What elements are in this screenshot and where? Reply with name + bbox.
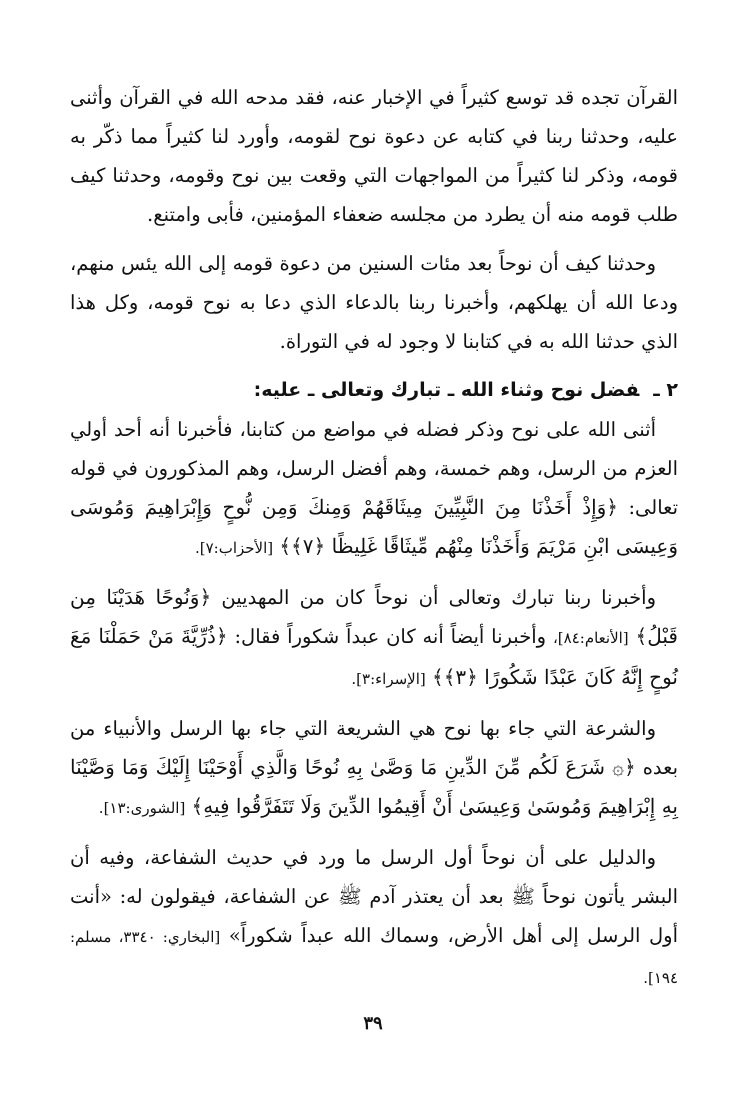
section-title: فضل نوح وثناء الله ـ تبارك وتعالى ـ عليه: [253, 379, 640, 401]
verse-reference: [الشورى:١٣]. [98, 799, 186, 817]
paragraph-5 [70, 709, 678, 828]
section-heading [70, 371, 678, 410]
quran-verse-shura: ﴿۞ شَرَعَ لَكُم مِّنَ الدِّينِ مَا وَصَّىٰ بِهِ نُوحًا وَالَّذِي أَوْحَيْنَا إِلَيْكَ وَمَا وَصَّيْنَا بِهِ إِبْرَاهِيمَ وَمُوسَىٰ وَعِيسَىٰ أَنْ أَقِيمُوا الدِّينَ وَلَا تَتَفَرَّقُوا فِيهِ﴾ [70, 755, 678, 818]
page-number: ٣٩ [363, 1013, 383, 1034]
paragraph-2: وحدثنا كيف أن نوحاً بعد مئات السنين من دعوة قومه إلى الله يئس منهم، ودعا الله أن يهلكهم، وأخبرنا ربنا بالدعاء الذي دعا به نوح قومه، وكل هذا الذي حدثنا الله به في كتابنا لا وجود له في التوراة. [70, 252, 678, 353]
verse-reference: [الأحزاب:٧]. [194, 539, 274, 557]
quran-verse-isra: ﴿ذُرِّيَّةَ مَنْ حَمَلْنَا مَعَ نُوحٍ إِنَّهُ كَانَ عَبْدًا شَكُورًا ﴿٣﴾﴾ [70, 624, 678, 689]
page-body [70, 78, 678, 1008]
paragraph-3 [70, 410, 678, 568]
paragraph-1: القرآن تجده قد توسع كثيراً في الإخبار عنه، فقد مدحه الله في القرآن وأثنى عليه، وحدثنا ربنا في كتابه عن دعوة نوح لقومه، وأورد لنا كثيراً مما ذكّر به قومه، وذكر لنا كثيراً من المواجهات التي وقعت بين نوح وقومه، وحدثنا كيف طلب قومه منه أن يطرد من مجلسه ضعفاء المؤمنين، فأبى وامتنع. [70, 86, 678, 226]
paragraph-5-text: والشرعة التي جاء بها نوح هي الشريعة التي جاء بها الرسل والأنبياء من بعده [70, 717, 678, 779]
section-number: ٢ ـ [653, 379, 678, 401]
paragraph-3-text: أثنى الله على نوح وذكر فضله في مواضع من كتابنا، فأخبرنا أنه أحد أولي العزم من الرسل، وهم خمسة، وهم أفضل الرسل، وهم المذكورون في قوله تعالى: [70, 418, 678, 519]
paragraph-6 [70, 838, 678, 998]
paragraph-4 [70, 578, 678, 699]
paragraph-4-text-2: وأخبرنا أيضاً أنه كان عبداً شكوراً فقال: [234, 625, 547, 648]
paragraph-6-text: والدليل على أن نوحاً أول الرسل ما ورد في حديث الشفاعة، وفيه أن البشر يأتون نوحاً ﷺ بعد أن يعتذر آدم ﷺ عن الشفاعة، فيقولون له: «أنت أول الرسل إلى أهل الأرض، وسماك الله عبداً شكوراً» [70, 846, 679, 947]
quran-verse-ahzab: ﴿وَإِذْ أَخَذْنَا مِنَ النَّبِيِّينَ مِيثَاقَهُمْ وَمِنكَ وَمِن نُّوحٍ وَإِبْرَاهِيمَ وَمُوسَى وَعِيسَى ابْنِ مَرْيَمَ وَأَخَذْنَا مِنْهُم مِّيثَاقًا غَلِيظًا ﴿٧﴾﴾ [70, 495, 678, 558]
verse-reference: [الأنعام:٨٤]، [552, 629, 629, 647]
verse-reference: [الإسراء:٣]. [351, 670, 426, 688]
quran-verse-anam: ﴿وَنُوحًا هَدَيْنَا مِن قَبْلُ﴾ [70, 585, 678, 648]
paragraph-4-text: وأخبرنا ربنا تبارك وتعالى أن نوحاً كان من المهديين [221, 586, 657, 609]
hadith-reference: [البخاري: ٣٣٤٠، مسلم: ١٩٤]. [70, 928, 678, 987]
